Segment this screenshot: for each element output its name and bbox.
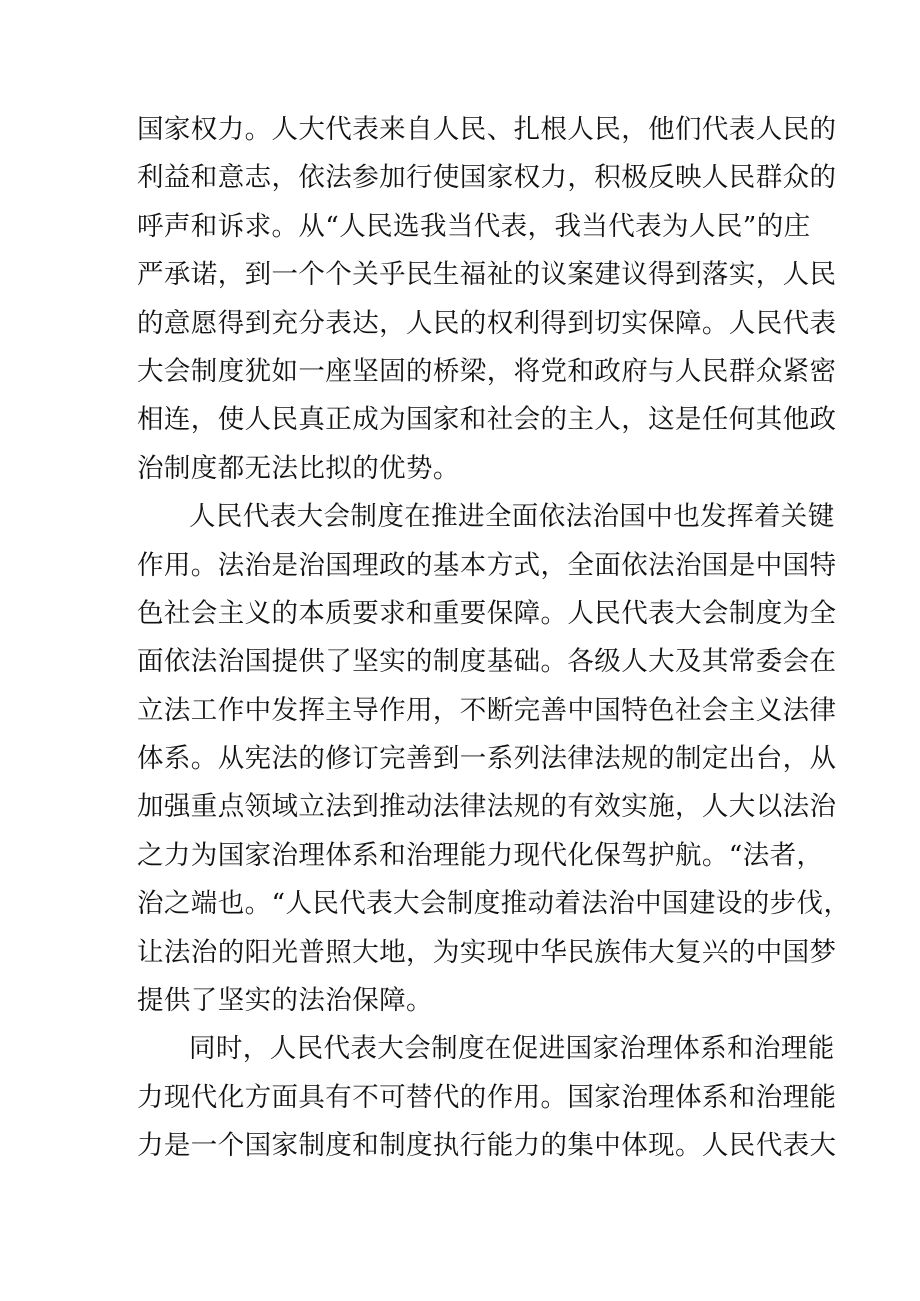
text-line: 严承诺，到一个个关乎民生福祉的议案建议得到落实，人民 (137, 259, 837, 291)
text-line: 让法治的阳光普照大地，为实现中华民族伟大复兴的中国梦 (137, 936, 837, 968)
text-line: 提供了坚实的法治保障。 (137, 985, 433, 1017)
paragraph-first-line: 同时，人民代表大会制度在促进国家治理体系和治理能 (189, 1033, 835, 1065)
text-line: 呼声和诉求。从“人民选我当代表，我当代表为人民”的庄 (137, 210, 811, 242)
text-line: 相连，使人民真正成为国家和社会的主人，这是任何其他政 (137, 404, 837, 436)
text-line: 面依法治国提供了坚实的制度基础。各级人大及其常委会在 (137, 646, 837, 678)
text-line: 大会制度犹如一座坚固的桥梁，将党和政府与人民群众紧密 (137, 355, 837, 387)
text-line: 力现代化方面具有不可替代的作用。国家治理体系和治理能 (137, 1081, 837, 1113)
text-line: 加强重点领域立法到推动法律法规的有效实施，人大以法治 (137, 791, 837, 823)
text-line: 国家权力。人大代表来自人民、扎根人民，他们代表人民的 (137, 114, 837, 145)
text-line: 之力为国家治理体系和治理能力现代化保驾护航。“法者， (137, 839, 824, 871)
text-line: 体系。从宪法的修订完善到一系列法律法规的制定出台，从 (137, 743, 837, 775)
text-line: 立法工作中发挥主导作用，不断完善中国特色社会主义法律 (137, 694, 837, 726)
text-line: 色社会主义的本质要求和重要保障。人民代表大会制度为全 (137, 597, 837, 629)
text-line: 的意愿得到充分表达，人民的权利得到切实保障。人民代表 (137, 307, 837, 339)
paragraph-first-line: 人民代表大会制度在推进全面依法治国中也发挥着关键 (189, 501, 835, 533)
body-text (137, 106, 851, 1171)
text-line: 利益和意志，依法参加行使国家权力，积极反映人民群众的 (137, 162, 837, 194)
text-line: 治制度都无法比拟的优势。 (137, 452, 460, 484)
text-line: 作用。法治是治国理政的基本方式，全面依法治国是中国特 (137, 549, 837, 581)
text-line: 治之端也。“人民代表大会制度推动着法治中国建设的步伐， (137, 888, 851, 920)
text-line: 力是一个国家制度和制度执行能力的集中体现。人民代表大 (137, 1130, 837, 1162)
